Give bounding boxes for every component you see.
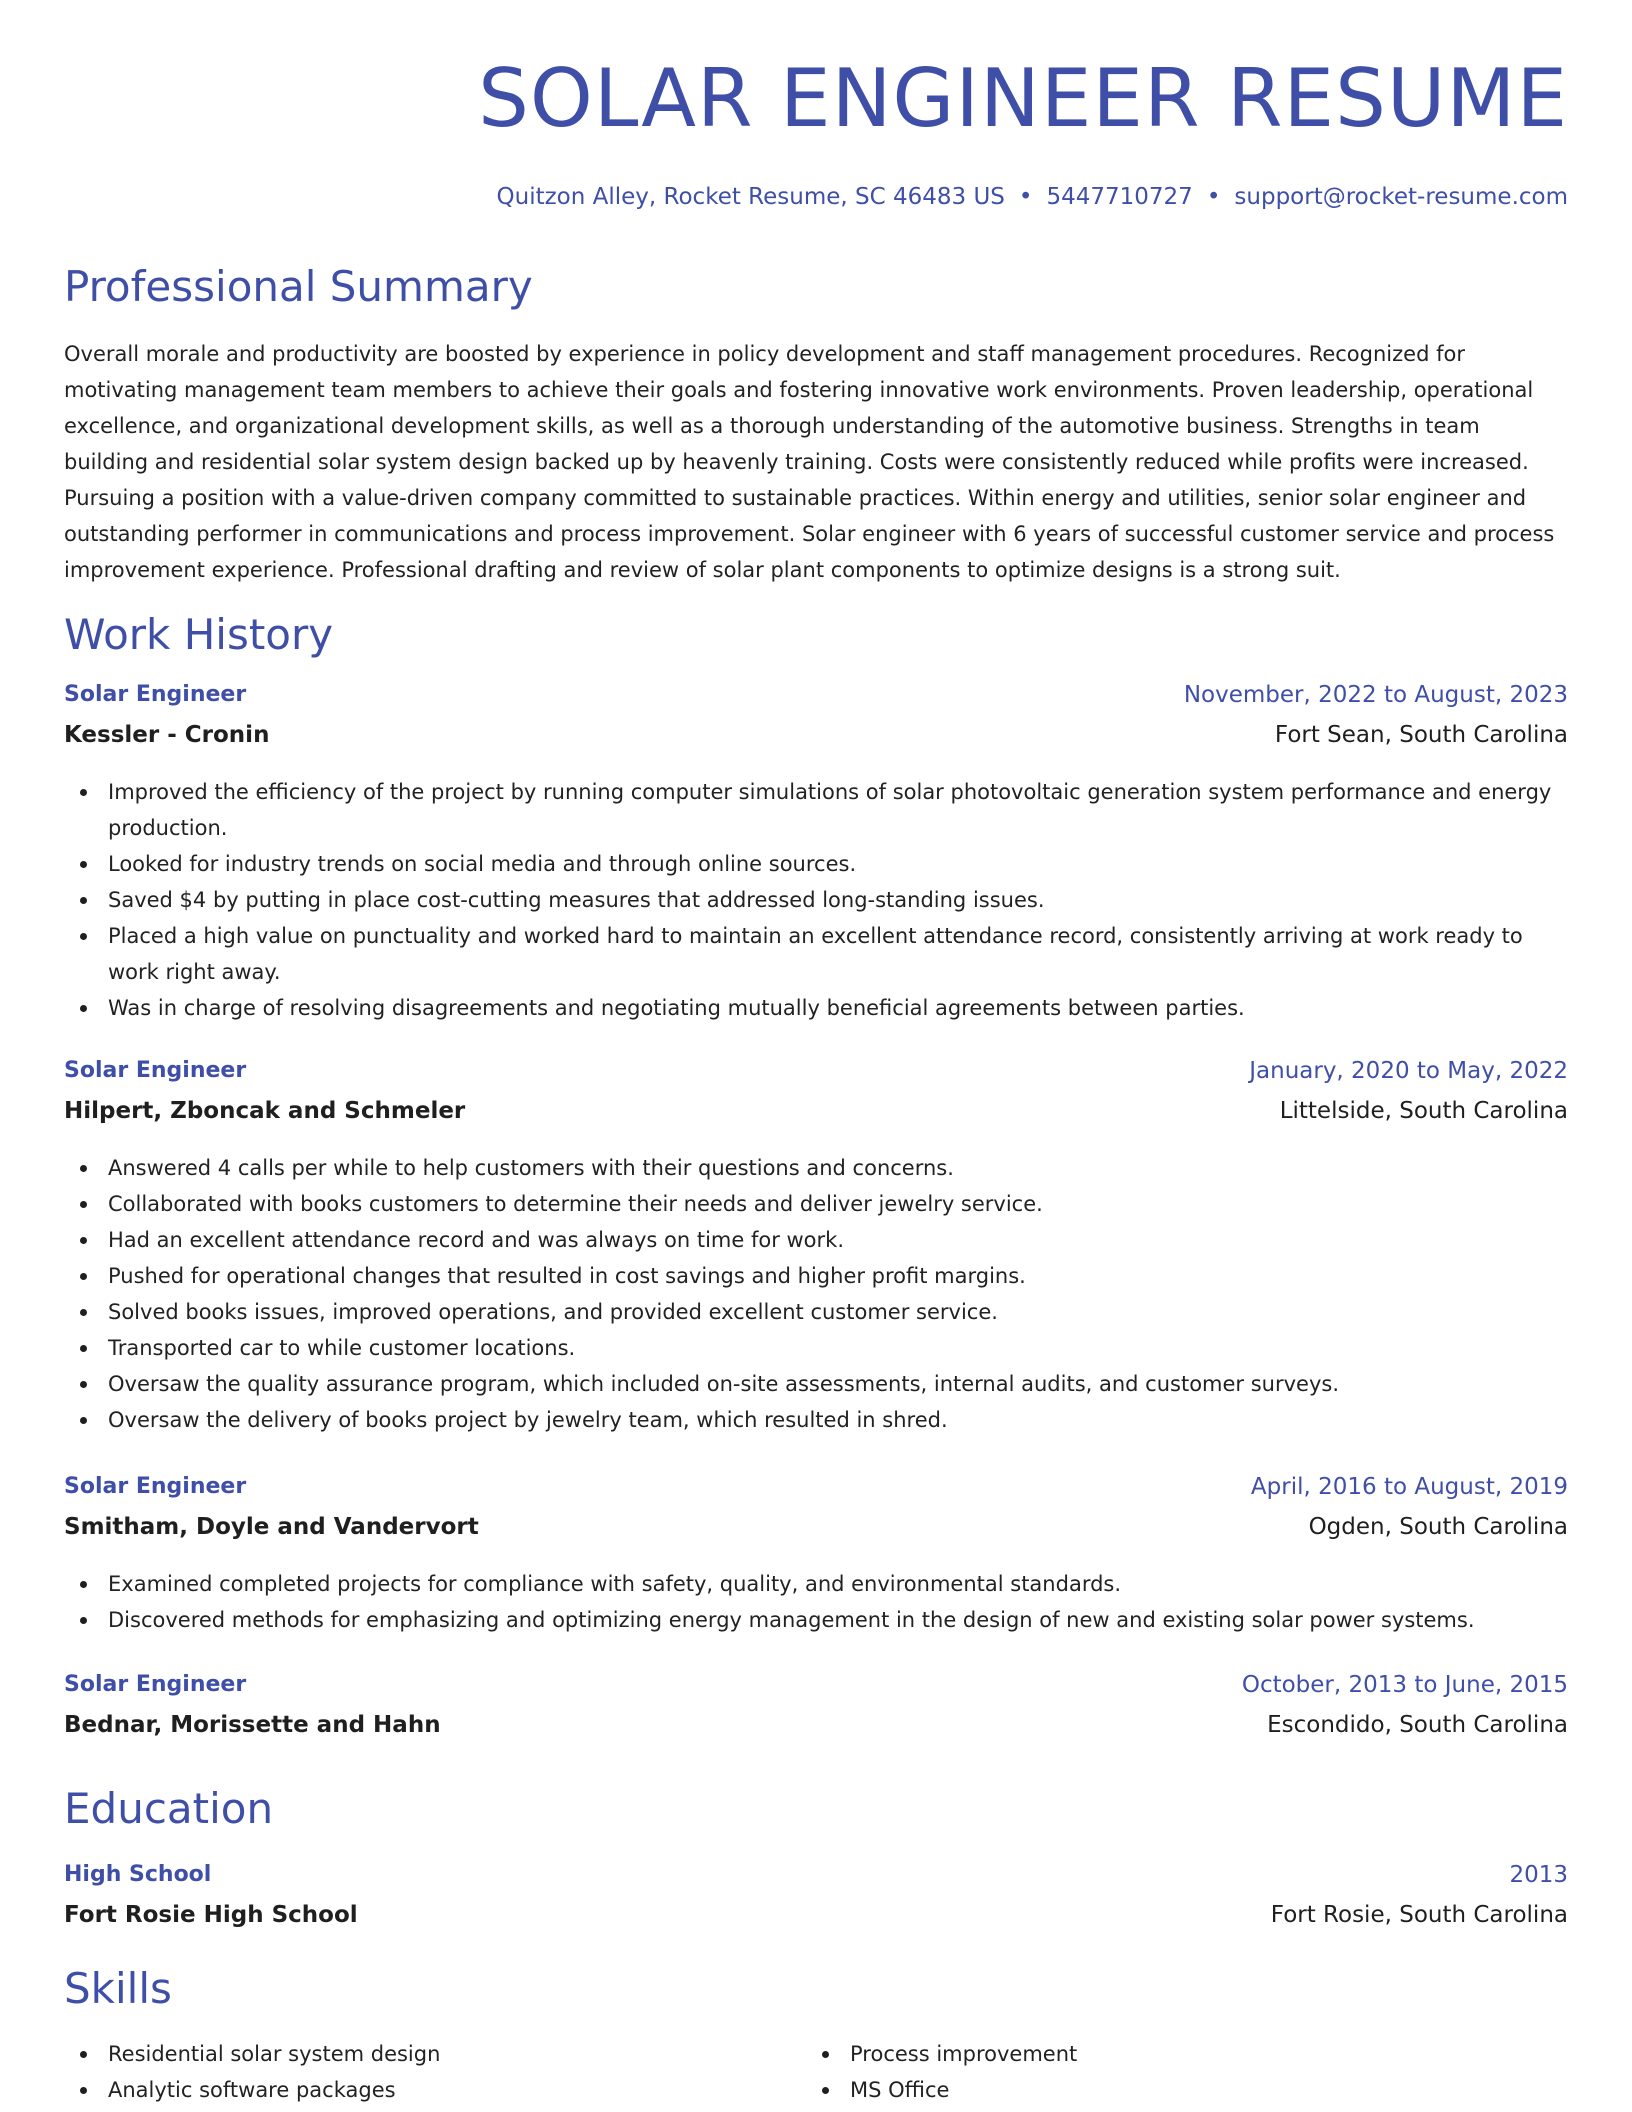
job-company-row xyxy=(64,1098,1568,1138)
summary-text: Overall morale and productivity are boosted by experience in policy development and staff management procedures. Recognized for motivating management team members to achieve their goals and fostering innovative work environments. Proven leadership, operational excellence, and organizational development skills, as well as a thorough understanding of the automotive business. Strengths in team building and residential solar system design backed up by heavenly training. Costs were consistently reduced while profits were increased. Pursuing a position with a value-driven company committed to sustainable practices. Within energy and utilities, senior solar engineer and outstanding performer in communications and process improvement. Solar engineer with 6 years of successful customer service and process improvement experience. Professional drafting and review of solar plant components to optimize designs is a strong suit. xyxy=(64,342,1555,582)
list-item: Oversaw the delivery of books project by jewelry team, which resulted in shred. xyxy=(64,1402,1568,1438)
job-company: Hilpert, Zboncak and Schmeler xyxy=(64,1098,466,1124)
list-item: Collaborated with books customers to determine their needs and deliver jewelry service. xyxy=(64,1186,1568,1222)
job-header-row xyxy=(64,1474,1568,1514)
job-company-row xyxy=(64,722,1568,762)
list-item: Transported car to while customer locations. xyxy=(64,1330,1568,1366)
job-company-row xyxy=(64,1712,1568,1752)
job-bullets xyxy=(64,1566,1568,1638)
contact-line xyxy=(497,184,1568,210)
education-school-row xyxy=(64,1902,1568,1942)
job-location: Escondido, South Carolina xyxy=(1267,1712,1568,1738)
list-item: Discovered methods for emphasizing and optimizing energy management in the design of new and existing solar power systems. xyxy=(64,1602,1568,1638)
skills-heading: Skills xyxy=(64,1964,172,2013)
list-item: Pushed for operational changes that resulted in cost savings and higher profit margins. xyxy=(64,1258,1568,1294)
skill-item: Analytic software packages xyxy=(64,2072,764,2108)
job-entry xyxy=(64,1672,1568,1752)
job-bullets xyxy=(64,774,1568,1026)
job-company: Bednar, Morissette and Hahn xyxy=(64,1712,441,1738)
contact-address: Quitzon Alley, Rocket Resume, SC 46483 US xyxy=(496,184,1005,210)
resume-page xyxy=(64,0,1568,2112)
job-header-row xyxy=(64,1058,1568,1098)
job-title: Solar Engineer xyxy=(64,682,247,707)
job-dates: November, 2022 to August, 2023 xyxy=(1183,682,1568,708)
job-entry xyxy=(64,682,1568,1026)
list-item: Solved books issues, improved operations, and provided excellent customer service. xyxy=(64,1294,1568,1330)
list-item: Examined completed projects for compliance with safety, quality, and environmental standards. xyxy=(64,1566,1568,1602)
work-history-heading: Work History xyxy=(64,610,334,659)
skills-column-right xyxy=(806,2036,1506,2108)
education-location: Fort Rosie, South Carolina xyxy=(1270,1902,1568,1928)
skills-column-left xyxy=(64,2036,764,2108)
job-location: Littelside, South Carolina xyxy=(1279,1098,1568,1124)
contact-phone: 5447710727 xyxy=(1046,184,1193,210)
contact-email: support@rocket-resume.com xyxy=(1234,184,1568,210)
skill-item: MS Office xyxy=(806,2072,1506,2108)
job-company: Kessler - Cronin xyxy=(64,722,270,748)
job-bullets xyxy=(64,1150,1568,1438)
education-year: 2013 xyxy=(1509,1862,1568,1888)
list-item: Improved the efficiency of the project by running computer simulations of solar photovoltaic generation system performance and energy production. xyxy=(64,774,1568,846)
resume-title: SOLAR ENGINEER RESUME xyxy=(478,52,1568,145)
contact-separator: • xyxy=(1206,184,1221,210)
job-entry xyxy=(64,1058,1568,1438)
job-header-row xyxy=(64,682,1568,722)
job-title: Solar Engineer xyxy=(64,1474,247,1499)
job-header-row xyxy=(64,1672,1568,1712)
education-header-row xyxy=(64,1862,1568,1902)
list-item: Saved $4 by putting in place cost-cutting measures that addressed long-standing issues. xyxy=(64,882,1568,918)
job-entry xyxy=(64,1474,1568,1638)
job-title: Solar Engineer xyxy=(64,1058,247,1083)
contact-separator: • xyxy=(1018,184,1033,210)
education-degree: High School xyxy=(64,1862,212,1887)
skill-item: Residential solar system design xyxy=(64,2036,764,2072)
skill-item: Process improvement xyxy=(806,2036,1506,2072)
job-location: Ogden, South Carolina xyxy=(1308,1514,1568,1540)
job-location: Fort Sean, South Carolina xyxy=(1274,722,1568,748)
education-entry xyxy=(64,1862,1568,1942)
list-item: Oversaw the quality assurance program, which included on-site assessments, internal audits, and customer surveys. xyxy=(64,1366,1568,1402)
education-heading: Education xyxy=(64,1784,274,1833)
job-dates: October, 2013 to June, 2015 xyxy=(1241,1672,1568,1698)
job-company: Smitham, Doyle and Vandervort xyxy=(64,1514,479,1540)
list-item: Answered 4 calls per while to help customers with their questions and concerns. xyxy=(64,1150,1568,1186)
education-school: Fort Rosie High School xyxy=(64,1902,358,1928)
list-item: Had an excellent attendance record and was always on time for work. xyxy=(64,1222,1568,1258)
job-title: Solar Engineer xyxy=(64,1672,247,1697)
list-item: Looked for industry trends on social media and through online sources. xyxy=(64,846,1568,882)
list-item: Was in charge of resolving disagreements and negotiating mutually beneficial agreements between parties. xyxy=(64,990,1568,1026)
job-dates: April, 2016 to August, 2019 xyxy=(1250,1474,1568,1500)
job-company-row xyxy=(64,1514,1568,1554)
list-item: Placed a high value on punctuality and worked hard to maintain an excellent attendance record, consistently arriving at work ready to work right away. xyxy=(64,918,1568,990)
summary-heading: Professional Summary xyxy=(64,262,533,311)
job-dates: January, 2020 to May, 2022 xyxy=(1249,1058,1568,1084)
